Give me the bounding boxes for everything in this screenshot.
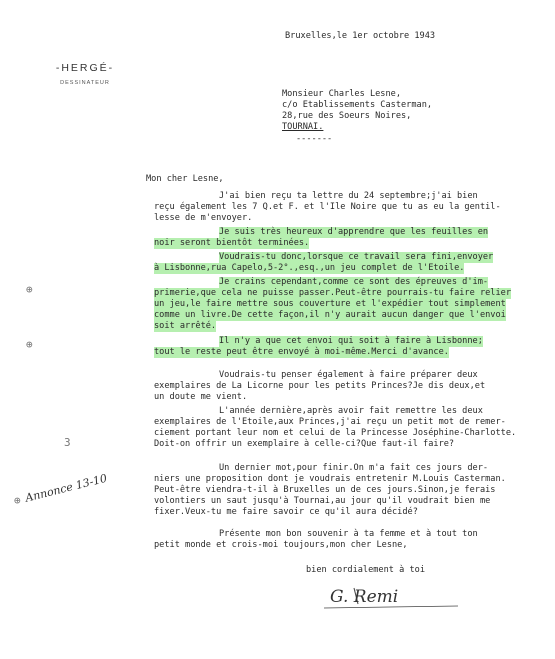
body-line: lesse de m'envoyer. — [154, 213, 253, 223]
body-line: exemplaires de l'Etoile,aux Princes,j'ai reçu un petit mot de remer- — [154, 417, 506, 427]
body-line: reçu également les 7 Q.et F. et l'Ile Noire que tu as eu la gentil- — [154, 202, 501, 212]
body-line: fixer.Veux-tu me faire savoir ce qu'il aura décidé? — [154, 507, 418, 517]
body-line: Peut-être viendra-t-il à Bruxelles un de ces jours.Sinon,je ferais — [154, 485, 496, 495]
body-line: soit arrêté. — [154, 321, 217, 331]
body-line: J'ai bien reçu ta lettre du 24 septembre;j'ai bien — [219, 191, 478, 201]
body-line: primerie,que cela ne puisse passer.Peut-être pourrais-tu faire relier — [154, 288, 511, 298]
body-line: Voudrais-tu penser également à faire préparer deux — [219, 370, 478, 380]
body-line: ciement portant leur nom et celui de la Princesse Joséphine-Charlotte. — [154, 428, 517, 438]
body-line: volontiers un saut jusqu'à Tournai,au jour qu'il voudrait bien me — [154, 496, 491, 506]
letterhead — [40, 62, 130, 86]
body-line: Je crains cependant,comme ce sont des épreuves d'im- — [219, 277, 489, 287]
recipient-rule: ------- — [296, 134, 333, 144]
salutation: Mon cher Lesne, — [146, 174, 224, 184]
body-line: tout le reste peut être envoyé à moi-même.Merci d'avance. — [154, 347, 449, 357]
body-line: niers une proposition dont je voudrais entretenir M.Louis Casterman. — [154, 474, 506, 484]
stamp-mark-icon: ⊕ — [14, 494, 21, 507]
letterhead-name: -HERGÉ- — [55, 62, 115, 74]
body-line: un doute me vient. — [154, 392, 248, 402]
letterhead-role: DESSINATEUR — [60, 80, 110, 86]
stamp-mark-icon: ⊕ — [26, 338, 33, 351]
body-line: exemplaires de La Licorne pour les petits Princes?Je dis deux,et — [154, 381, 486, 391]
body-line: Je suis très heureux d'apprendre que les feuilles en — [219, 227, 489, 237]
pencil-mark: 3 — [64, 436, 71, 449]
body-line: comme un livre.De cette façon,il n'y aurait aucun danger que l'envoi — [154, 310, 506, 320]
body-line: à Lisbonne,rua Capelo,5-2°.,esq.,un jeu complet de l'Etoile. — [154, 263, 465, 273]
recipient-line: c/o Etablissements Casterman, — [282, 100, 433, 110]
body-line: L'année dernière,après avoir fait remettre les deux — [219, 406, 483, 416]
signature-text: G. Remi — [330, 587, 399, 607]
body-line: noir seront bientôt terminées. — [154, 238, 310, 248]
recipient-line: TOURNAI. — [282, 122, 324, 132]
recipient-line: Monsieur Charles Lesne, — [282, 89, 401, 99]
recipient-line: 28,rue des Soeurs Noires, — [282, 111, 412, 121]
body-line: petit monde et crois-moi toujours,mon cher Lesne, — [154, 540, 408, 550]
body-line: un jeu,le faire mettre sous couverture et l'expédier tout simplement — [154, 299, 506, 309]
body-line: Voudrais-tu donc,lorsque ce travail sera fini,envoyer — [219, 252, 494, 262]
body-line: bien cordialement à toi — [306, 565, 425, 575]
body-line: Il n'y a que cet envoi qui soit à faire à Lisbonne; — [219, 336, 483, 346]
stamp-mark-icon: ⊕ — [26, 283, 33, 296]
body-line: Doit-on offrir un exemplaire à celle-ci?Que faut-il faire? — [154, 439, 455, 449]
body-line: Un dernier mot,pour finir.On m'a fait ces jours der- — [219, 463, 489, 473]
date-line: Bruxelles,le 1er octobre 1943 — [285, 31, 436, 41]
body-line: Présente mon bon souvenir à ta femme et à tout ton — [219, 529, 478, 539]
margin-handwritten-note: Annonce 13-10 — [24, 471, 109, 505]
